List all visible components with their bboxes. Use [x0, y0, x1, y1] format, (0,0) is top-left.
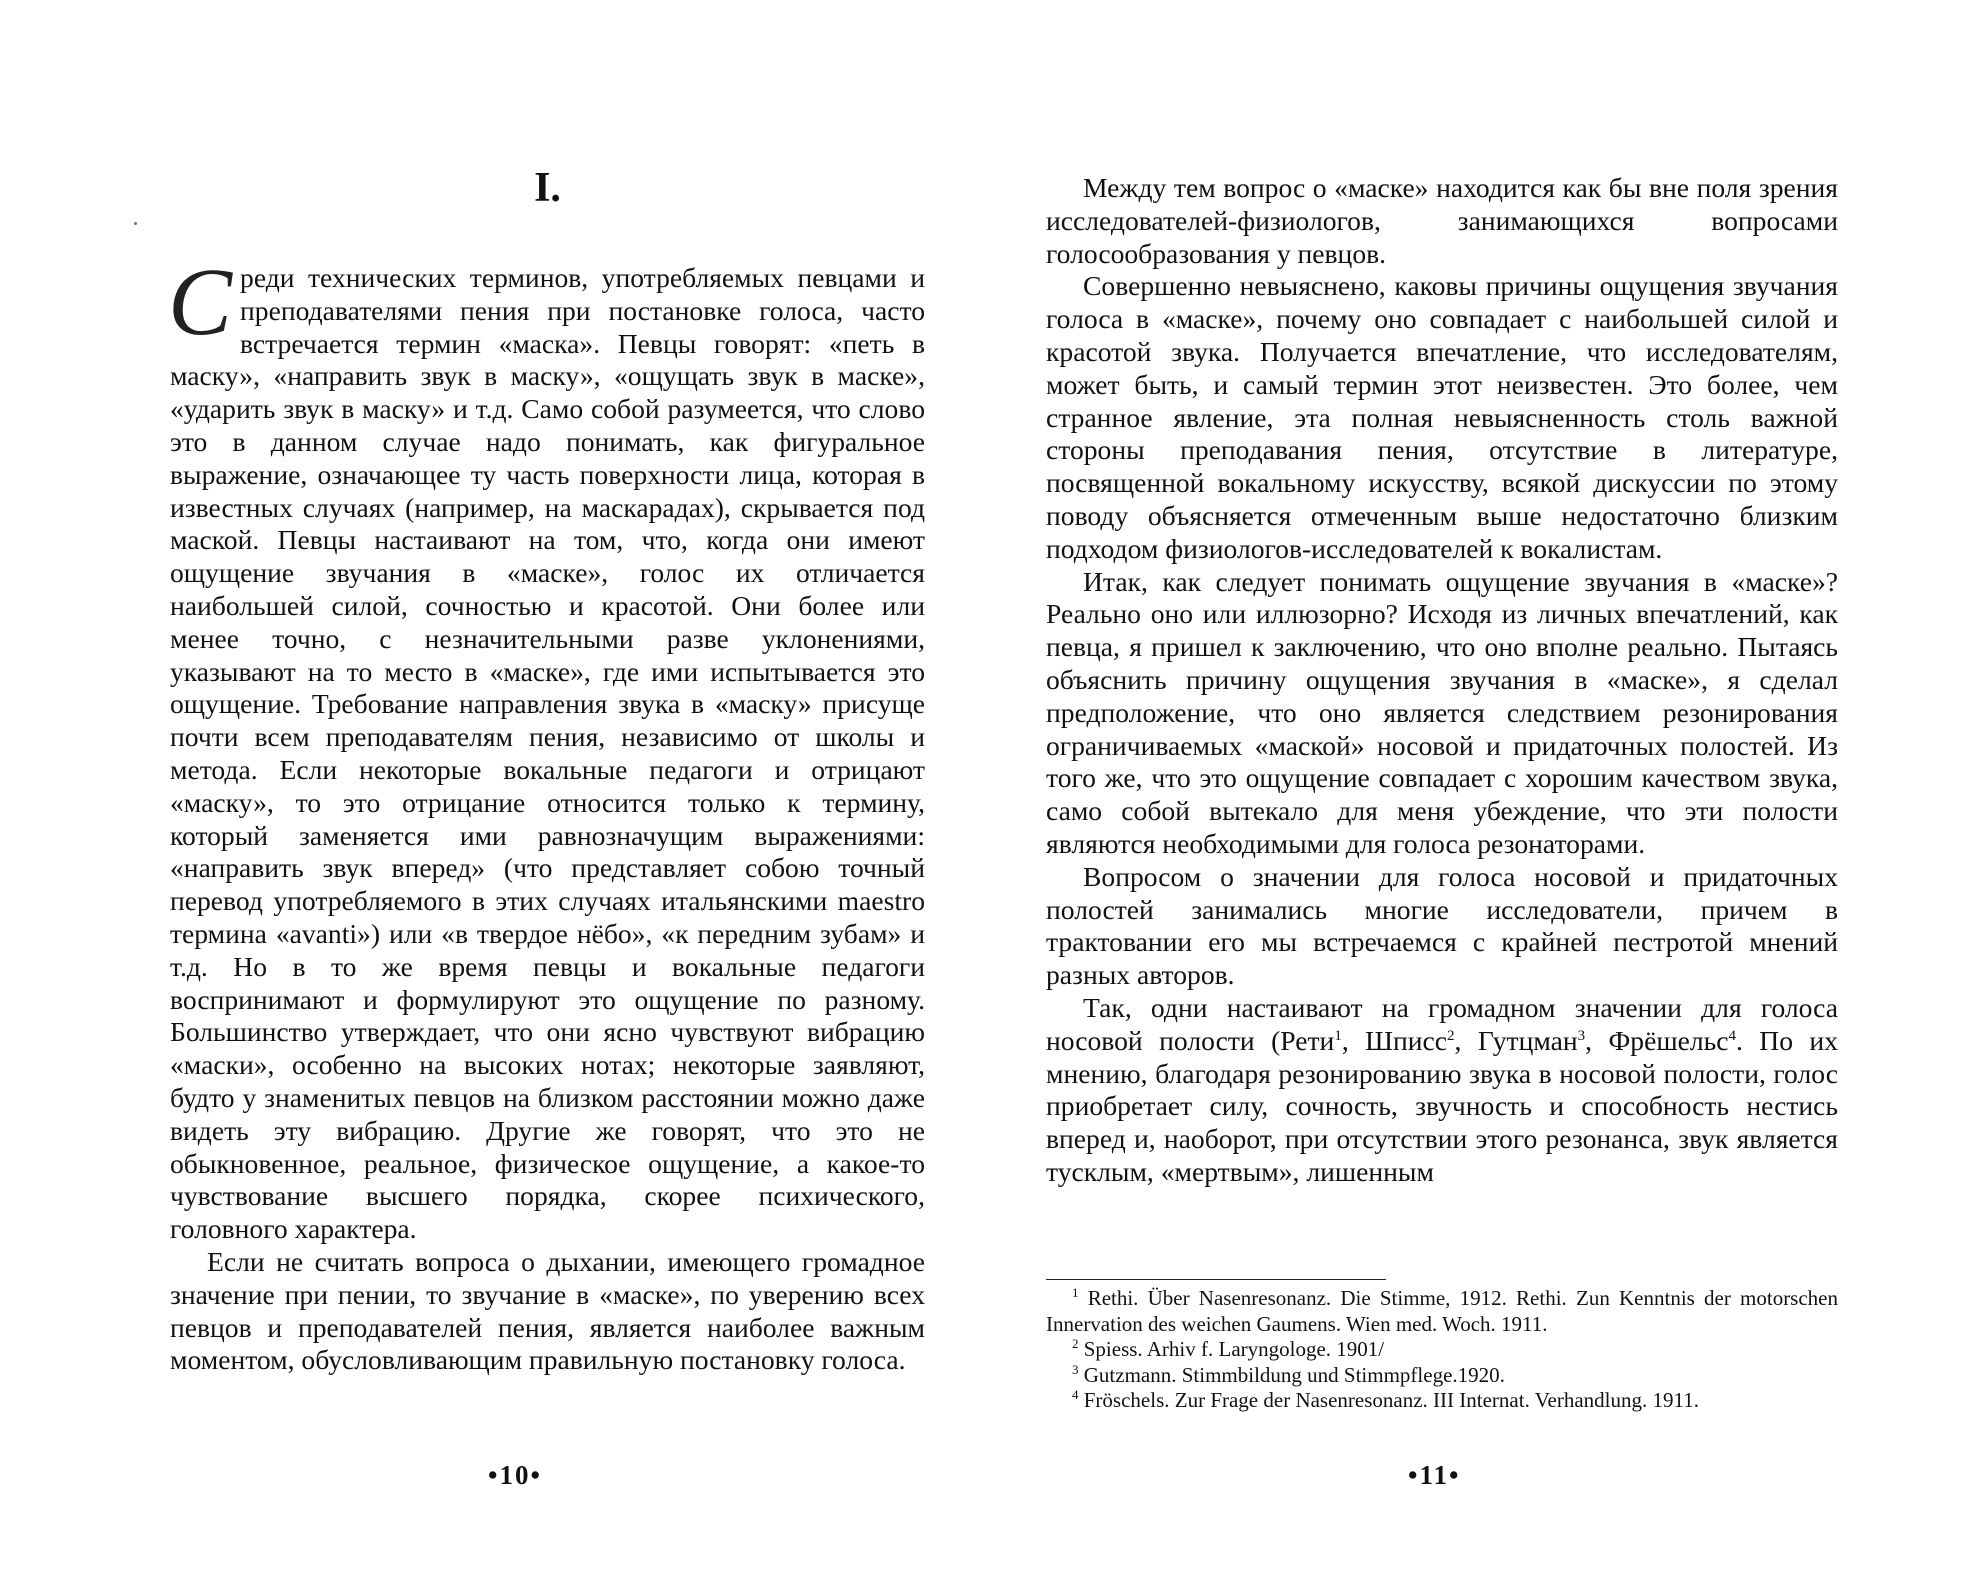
footnote-ref-3[interactable]: 3 — [1577, 1027, 1586, 1044]
paragraph-6: Вопросом о значении для голоса носовой и придаточных полостей занимались многие исследователи, причем в трактовании его мы встречаемся с крайней пестротой мнений разных авторов. — [1046, 860, 1838, 991]
paragraph-1-text: реди технических терминов, употребляемых певцами и преподавателями пения при постановке голоса, часто встречается термин «маска». Певцы говорят: «петь в маску», «направить звук в маску», «ощущать звук в маске», «ударить звук в маску» и т.д. Само собой разумеется, что слово это в данном случае надо понимать, как фигуральное выражение, означающее ту часть поверхности лица, которая в известных случаях (например, на маскарадах), скрывается под маской. Певцы настаивают на том, что, когда они имеют ощущение звучания в «маске», голос их отличается наибольшей силой, сочностью и красотой. Они более или менее точно, с незначительными разве уклонениями, указывают на то место в «маске», где ими испытывается это ощущение. Требование направления звука в «маску» присуще почти всем преподавателям пения, независимо от школы и метода. Если некоторые вокальные педагоги и отрицают «маску», то это отрицание относится только к термину, который заменяется ими равнозначущим выражениями: «направить звук вперед» (что представляет собою точный перевод употребляемого в этих случаях итальянскими maestro термина «avanti») или «в твердое нёбо», «к передним зубам» и т.д. Но в то же время певцы и вокальные педагоги воспринимают и формулируют это ощущение по разному. Большинство утверждает, что они ясно чувствуют вибрацию «маски», особенно на высоких нотах; некоторые заявляют, будто у знаменитых певцов на близком расстоянии можно даже видеть эту вибрацию. Другие же говорят, что это не обыкновенное, реальное, физическое ощущение, а какое-то чувствование высшего порядка, скорее психического, головного характера. — [170, 262, 925, 1245]
paragraph-7-text: . По их мнению, благодаря резонированию звука в носовой полости, голос приобретает силу, сочность, звучность и способность нестись вперед и, наоборот, при отсутствии этого резонанса, звук является тусклым, «мертвым», лишенным — [1046, 1024, 1838, 1187]
drop-cap: С — [168, 248, 233, 355]
footnote-3 — [1046, 1363, 1838, 1389]
paragraph-1 — [168, 248, 925, 1246]
footnotes — [1046, 1286, 1838, 1414]
page-number-right: •11• — [1408, 1460, 1461, 1490]
footnote-marker: 2 — [1072, 1336, 1079, 1351]
paragraph-3: Между тем вопрос о «маске» находится как бы вне поля зрения исследователей-физиологов, занимающихся вопросами голосообразования у певцов. — [1046, 172, 1838, 269]
paragraph-7-text: , Фрёшельс — [1585, 1024, 1729, 1056]
paragraph-7 — [1046, 992, 1838, 1189]
paragraph-2: Если не считать вопроса о дыхании, имеющего громадное значение при пении, то звучание в «маске», по уверению всех певцов и преподавателей пения, является наиболее важным моментом, обусловливающим правильную постановку голоса. — [170, 1245, 925, 1376]
left-page — [170, 0, 925, 1569]
footnote-rule — [1046, 1279, 1386, 1280]
right-page-text — [1046, 172, 1838, 1189]
paragraph-7-text: , Гутцман — [1454, 1024, 1578, 1056]
paragraph-4: Совершенно невыяснено, каковы причины ощущения звучания голоса в «маске», почему оно совпадает с наибольшей силой и красотой звука. Получается впечатление, что исследователям, может быть, и самый термин этот неизвестен. Это более, чем странное явление, эта полная невыясненность столь важной стороны преподавания пения, отсутствие в литературе, посвященной вокальному искусству, всякой дискуссии по этому поводу объясняется отмеченным выше недостаточно близким подходом физиологов-исследователей к вокалистам. — [1046, 270, 1838, 564]
page-number-left: •10• — [488, 1460, 542, 1490]
footnote-text: Fröschels. Zur Frage der Nasenresonanz. III Internat. Verhandlung. 1911. — [1083, 1388, 1699, 1412]
footnote-ref-2[interactable]: 2 — [1447, 1027, 1455, 1044]
print-speck — [134, 222, 137, 225]
footnote-text: Gutzmann. Stimmbildung und Stimmpflege.1920. — [1083, 1362, 1505, 1387]
footnote-2 — [1046, 1337, 1838, 1363]
right-page — [1046, 0, 1838, 1569]
footnote-ref-1[interactable]: 1 — [1334, 1027, 1342, 1044]
paragraph-5: Итак, как следует понимать ощущение звучания в «маске»? Реально оно или иллюзорно? Исходя из личных впечатлений, как певца, я пришел к заключению, что оно вполне реально. Пытаясь объяснить причину ощущения звучания в «маске», я сделал предположение, что оно является следствием резонирования ограничиваемых «маской» носовой и придаточных полостей. Из того же, что это ощущение совпадает с хорошим качеством звука, само собой вытекало для меня убеждение, что эти полости являются необходимыми для голоса резонаторами. — [1046, 565, 1838, 859]
footnote-ref-4[interactable]: 4 — [1728, 1027, 1736, 1044]
footnote-marker: 3 — [1072, 1361, 1079, 1377]
footnote-marker: 1 — [1072, 1285, 1079, 1300]
footnote-text: Rethi. Über Nasenresonanz. Die Stimme, 1912. Rethi. Zun Kenntnis der motorschen Innervation des weichen Gaumens. Wien med. Woch. 1911. — [1046, 1286, 1838, 1336]
chapter-heading: I. — [534, 165, 561, 211]
paragraph-7-text: Так, одни настаивают на громадном значении для голоса носовой полости (Рети — [1046, 991, 1838, 1056]
footnote-text: Spiess. Arhiv f. Laryngologe. 1901/ — [1083, 1337, 1385, 1361]
left-page-text — [168, 248, 925, 1377]
footnote-4 — [1046, 1388, 1838, 1414]
footnote-1 — [1046, 1286, 1838, 1337]
footnote-marker: 4 — [1072, 1387, 1079, 1402]
paragraph-7-text: , Шписс — [1341, 1024, 1448, 1056]
